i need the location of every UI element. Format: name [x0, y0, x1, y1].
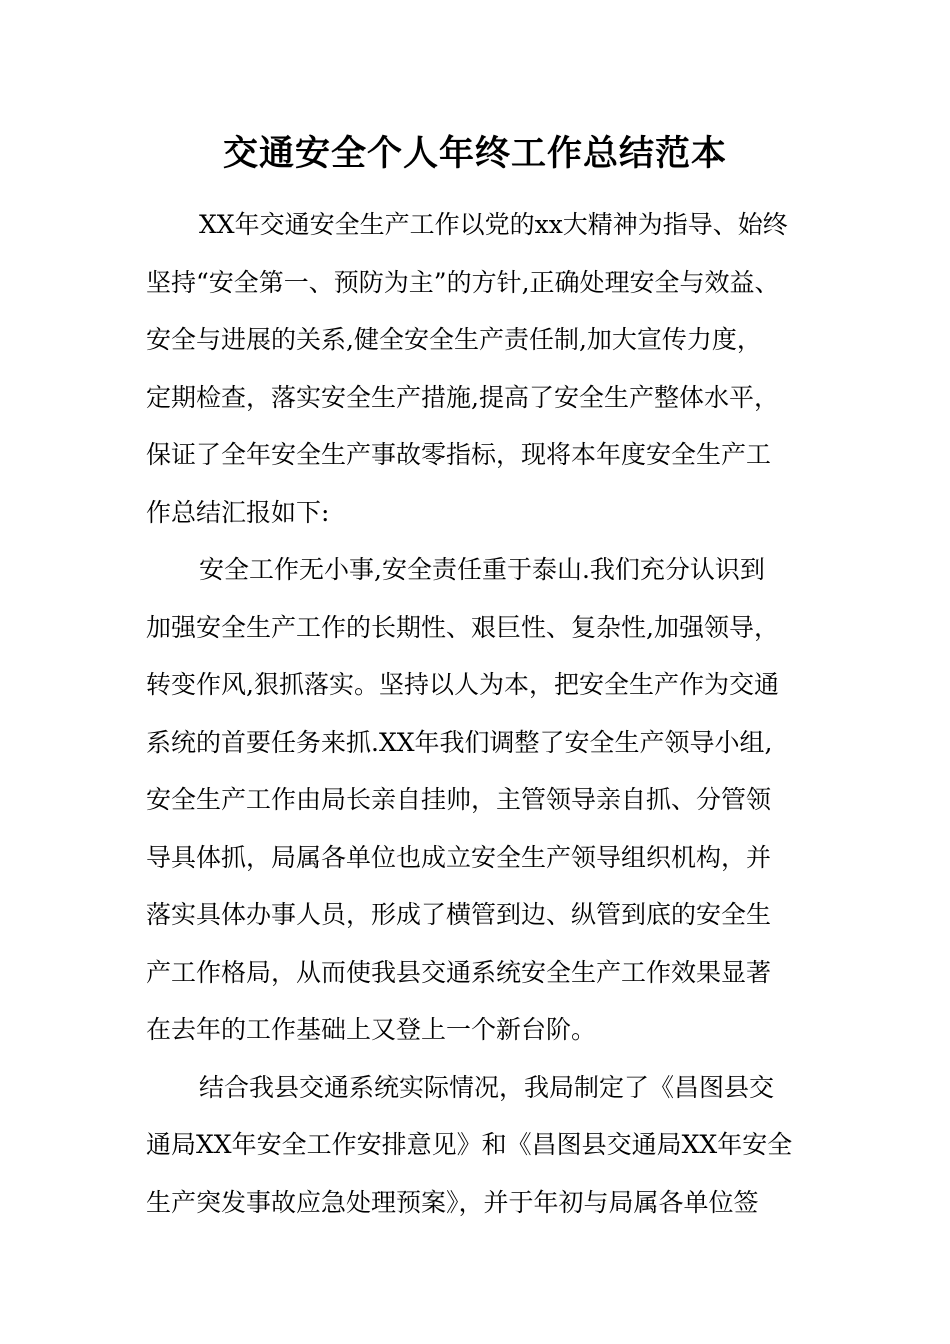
- paragraph-2: [146, 541, 816, 1059]
- text-line: 转变作风,狠抓落实。坚持以人为本，把安全生产作为交通: [146, 670, 779, 699]
- text-line: 安全生产工作由局长亲自挂帅，主管领导亲自抓、分管领: [146, 785, 772, 814]
- text-line: 生产突发事故应急处理预案》，并于年初与局属各单位签: [146, 1187, 759, 1217]
- text-line: 系统的首要任务来抓.XX年我们调整了安全生产领导小组,: [146, 727, 773, 757]
- document-body: [146, 196, 816, 1231]
- paragraph-1: [146, 196, 816, 541]
- text-line: 落实具体办事人员，形成了横管到边、纵管到底的安全生: [146, 900, 772, 929]
- text-line: 产工作格局，从而使我县交通系统安全生产工作效果显著: [146, 957, 772, 987]
- text-line: 在去年的工作基础上又登上一个新台阶。: [146, 1015, 597, 1044]
- text-line: 保证了全年安全生产事故零指标，现将本年度安全生产工: [146, 440, 772, 469]
- text-line: XX年交通安全生产工作以党的xx大精神为指导、始终: [199, 210, 788, 239]
- text-line: 定期检查，落实安全生产措施,提高了安全生产整体水平，: [146, 382, 779, 412]
- paragraph-3: [146, 1059, 816, 1232]
- text-line: 导具体抓，局属各单位也成立安全生产领导组织机构，并: [146, 842, 772, 872]
- text-line: 加强安全生产工作的长期性、艰巨性、复杂性,加强领导，: [146, 612, 779, 642]
- text-line: 坚持“安全第一、预防为主”的方针,正确处理安全与效益、: [146, 267, 780, 297]
- document-title: 交通安全个人年终工作总结范本: [222, 134, 727, 174]
- text-line: 结合我县交通系统实际情况，我局制定了《昌图县交: [199, 1072, 775, 1102]
- text-line: 安全与进展的关系,健全安全生产责任制,加大宣传力度，: [146, 325, 762, 354]
- text-line: 作总结汇报如下:: [146, 497, 330, 527]
- text-line: 安全工作无小事,安全责任重于泰山.我们充分认识到: [199, 555, 765, 584]
- text-line: 通局XX年安全工作安排意见》和《昌图县交通局XX年安全: [146, 1130, 793, 1159]
